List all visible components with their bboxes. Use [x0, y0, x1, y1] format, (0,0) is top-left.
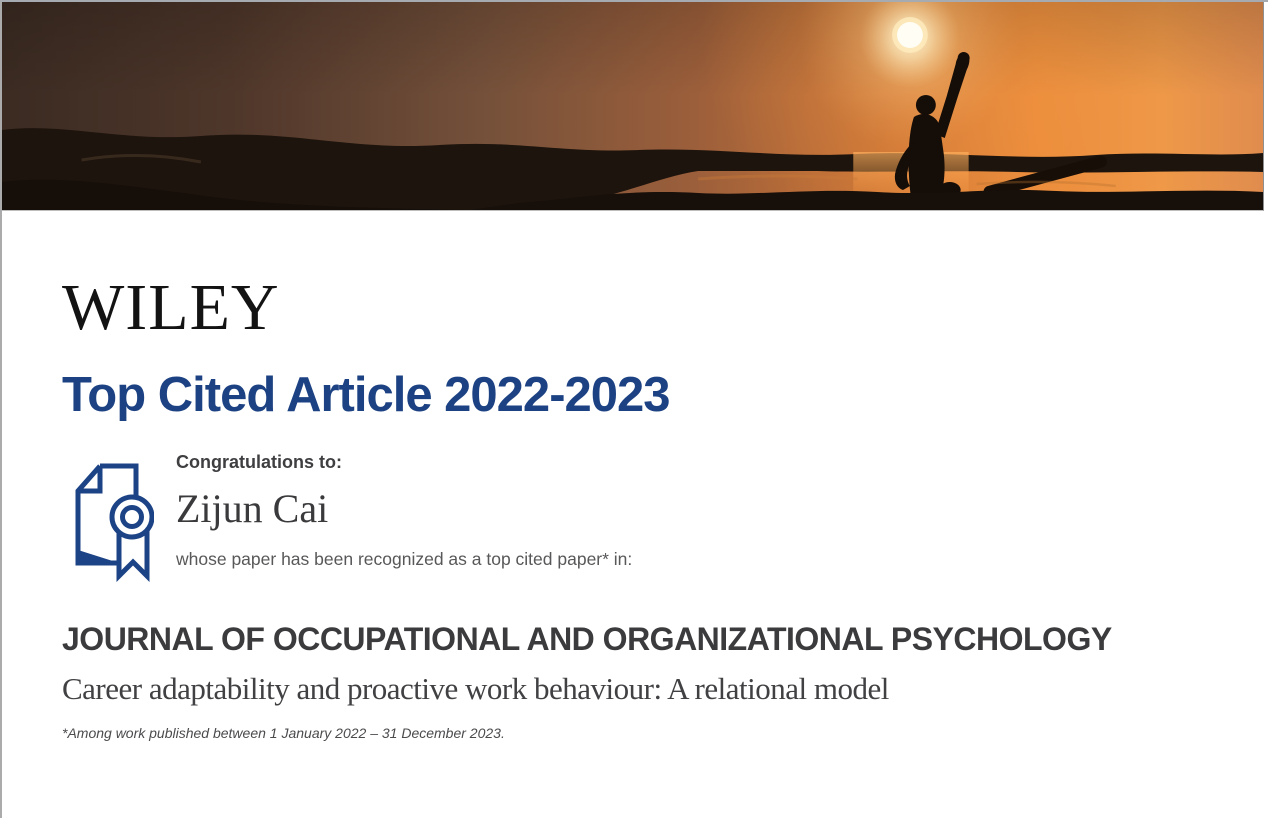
- recognition-text: whose paper has been recognized as a top cited paper* in:: [176, 548, 633, 569]
- footnote: *Among work published between 1 January 2022 – 31 December 2023.: [62, 724, 505, 741]
- recipient-name: Zijun Cai: [176, 485, 329, 531]
- sunset-ocean-scene: [2, 2, 1263, 210]
- sun: [892, 17, 928, 53]
- journal-name: JOURNAL OF OCCUPATIONAL AND ORGANIZATIONAL PSYCHOLOGY: [62, 621, 1112, 657]
- paper-title: Career adaptability and proactive work behaviour: A relational model: [62, 670, 889, 706]
- award-title: Top Cited Article 2022-2023: [62, 368, 670, 422]
- congratulations-label: Congratulations to:: [176, 452, 342, 472]
- congratulations-section: [74, 452, 1268, 587]
- hero-image: [2, 2, 1264, 211]
- wiley-logo: WILEY: [62, 271, 280, 344]
- certificate-ribbon-icon: [74, 462, 154, 587]
- medal-rosette-icon: [112, 497, 152, 537]
